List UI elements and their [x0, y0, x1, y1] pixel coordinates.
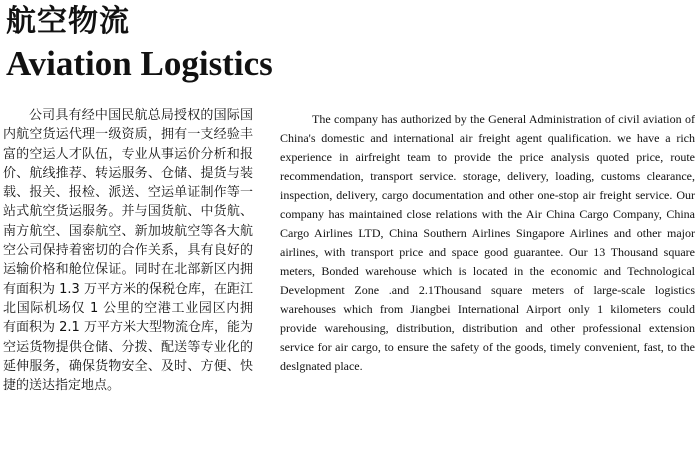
page-title-english: Aviation Logistics	[6, 44, 273, 83]
english-paragraph: The company has authorized by the General Administration of civil aviation of China's domestic and international air freight agent qualification. we have a rich experience in airfreight team to provide the price analysis quoted price, route recommendation, transport service. storage, delivery, loading, customs clearance, inspection, delivery, cargo documentation and other one-stop air freight service. Our company has maintained close relations with the Air China Cargo Company, China Cargo Airlines LTD, China Southern Airlines Singapore Airlines and other major airlines, with transport price and space good guarantee. Our 13 Thousand square meters, Bonded warehouse which is located in the economic and Technological Development Zone .and 2.1Thousand square meters of large-scale logistics warehouses which from Jiangbei International Airport only 1 kilometers could provide warehousing, distribution, distribution and other professional extension service for air cargo, to ensure the safety of the goods, timely convenient, fast, to the deslgnated place.	[280, 112, 695, 373]
page-title-chinese: 航空物流	[6, 4, 130, 39]
chinese-paragraph: 公司具有经中国民航总局授权的国际国内航空货运代理一级资质，拥有一支经验丰富的空运人才队伍，专业从事运价分析和报价、航线推荐、转运服务、仓储、提货与装载、报关、报检、派送、空运单证制作等一站式航空货运服务。并与国货航、中货航、南方航空、国泰航空、新加坡航空等各大航空公司保持着密切的合作关系，具有良好的运输价格和舱位保证。同时在北部新区内拥有面积为 1.3 万平方米的保税仓库，在距江北国际机场仅 1 公里的空港工业园区内拥有面积为 2.1 万平方米大型物流仓库，能为空运货物提供仓储、分拨、配送等专业化的延伸服务，确保货物安全、及时、方便、快捷的送达指定地点。	[3, 108, 253, 394]
